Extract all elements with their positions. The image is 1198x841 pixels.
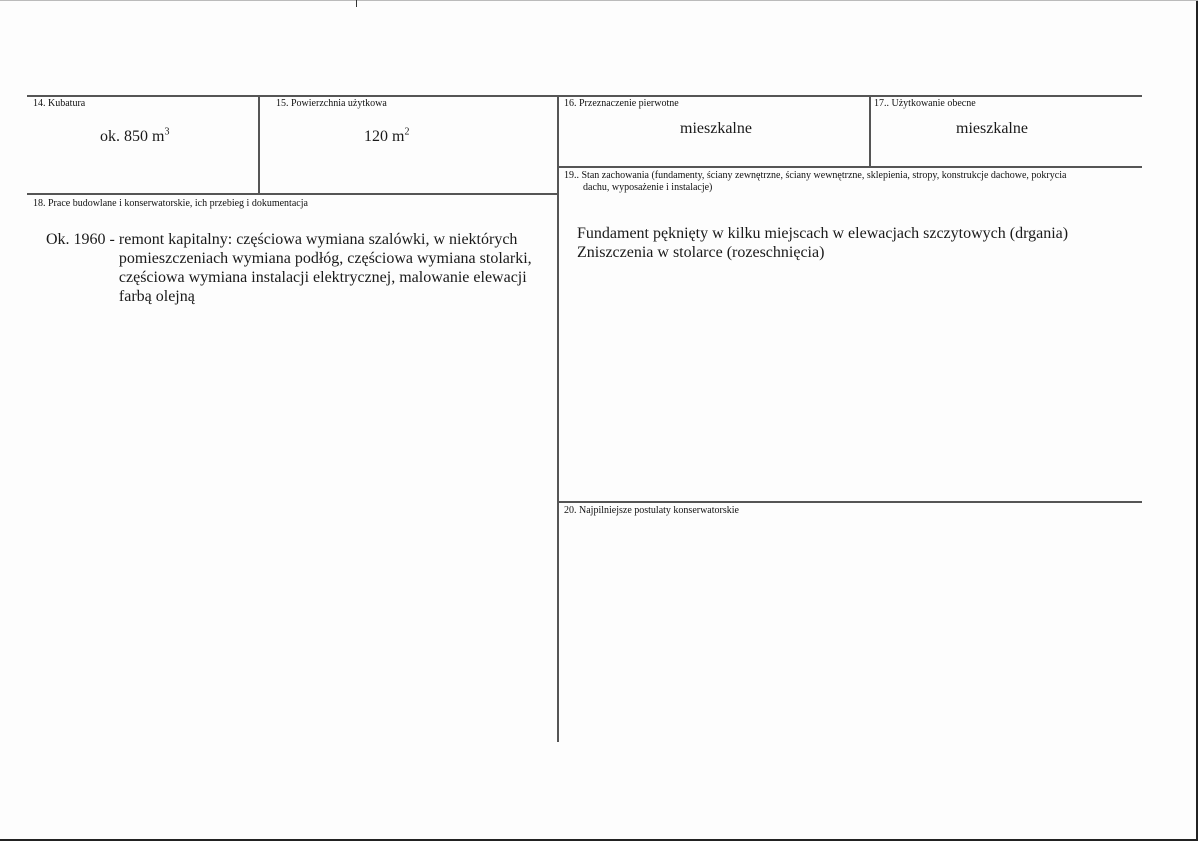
uzytkowanie-label: 17.. Użytkowanie obecne bbox=[874, 98, 976, 109]
grid-row2-right-rule bbox=[557, 166, 1142, 168]
stan-zachowania-label bbox=[564, 170, 1134, 194]
stan-zachowania-label-line1: 19.. Stan zachowania (fundamenty, ściany zewnętrzne, ściany wewnętrzne, sklepienia, stropy, konstrukcje dachowe, pokrycia bbox=[564, 170, 1067, 181]
prace-budowlane-entry-date: Ok. 1960 - bbox=[46, 231, 115, 248]
grid-divider-16-17 bbox=[869, 95, 871, 167]
stan-zachowania-label-line2: dachu, wyposażenie i instalacje) bbox=[583, 182, 713, 193]
stan-zachowania-line2: Zniszczenia w stolarce (rozeschnięcia) bbox=[577, 244, 825, 261]
uzytkowanie-value: mieszkalne bbox=[956, 120, 1028, 137]
grid-row2-left-rule bbox=[27, 193, 558, 195]
przeznaczenie-value: mieszkalne bbox=[680, 120, 752, 137]
grid-section20-rule bbox=[557, 501, 1142, 503]
top-edge-rule bbox=[0, 0, 1198, 1]
grid-divider-14-15 bbox=[258, 95, 260, 195]
grid-top-rule bbox=[27, 95, 1142, 97]
powierzchnia-value-text: 120 m bbox=[364, 128, 405, 145]
fold-mark bbox=[356, 0, 357, 7]
stan-zachowania-text bbox=[577, 224, 1137, 262]
kubatura-label: 14. Kubatura bbox=[33, 98, 86, 109]
postulaty-label: 20. Najpilniejsze postulaty konserwatorskie bbox=[564, 505, 739, 516]
grid-center-divider bbox=[557, 95, 559, 742]
stan-zachowania-line1: Fundament pęknięty w kilku miejscach w elewacjach szczytowych (drgania) bbox=[577, 225, 1069, 242]
kubatura-value-text: ok. 850 m bbox=[100, 128, 165, 145]
przeznaczenie-label: 16. Przeznaczenie pierwotne bbox=[564, 98, 679, 109]
powierzchnia-value bbox=[364, 127, 409, 146]
kubatura-unit-exponent: 3 bbox=[164, 126, 170, 138]
prace-budowlane-entry-text: remont kapitalny: częściowa wymiana szalówki, w niektórych pomieszczeniach wymiana podłóg, częściowa wymiana stolarki, częściowa wymiana instalacji elektrycznej, malowanie elewacji farbą olejną bbox=[118, 231, 532, 305]
powierzchnia-unit-exponent: 2 bbox=[404, 126, 410, 138]
powierzchnia-label: 15. Powierzchnia użytkowa bbox=[276, 98, 387, 109]
prace-budowlane-label: 18. Prace budowlane i konserwatorskie, ich przebieg i dokumentacja bbox=[33, 198, 308, 209]
kubatura-value bbox=[100, 127, 169, 146]
prace-budowlane-entry bbox=[46, 230, 550, 306]
